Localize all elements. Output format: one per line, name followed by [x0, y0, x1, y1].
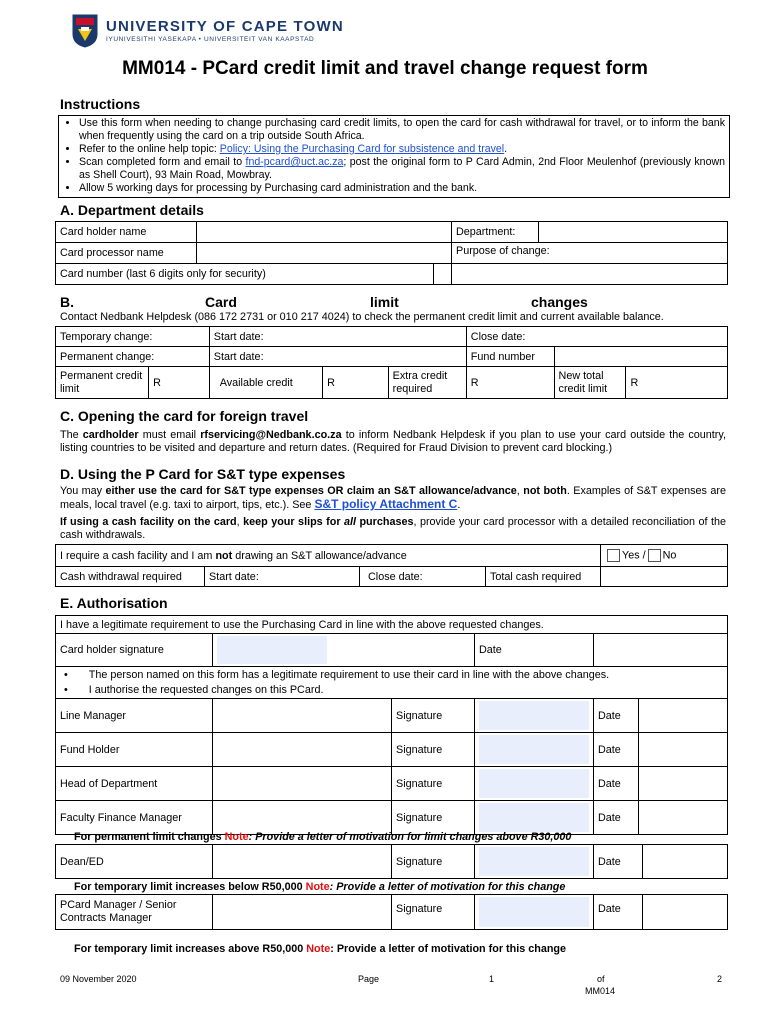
temporary-change-label: Temporary change:	[56, 327, 210, 347]
cash-withdrawal-required-label: Cash withdrawal required	[56, 567, 205, 587]
pcard-manager-name-field[interactable]	[213, 895, 392, 930]
footer-total-pages: 2	[717, 974, 723, 984]
yes-no-choice: Yes / No	[601, 545, 728, 567]
fund-holder-label: Fund Holder	[56, 733, 213, 767]
new-total-credit-limit-field[interactable]: R	[626, 367, 728, 399]
faculty-finance-manager-label: Faculty Finance Manager	[56, 801, 213, 835]
extra-credit-required-label: Extra credit required	[388, 367, 466, 399]
card-holder-date-label: Date	[475, 634, 594, 667]
purpose-of-change-label: Purpose of change:	[456, 245, 550, 257]
date-label: Date	[594, 733, 639, 767]
extra-credit-required-field[interactable]: R	[466, 367, 554, 399]
pcard-manager-label: PCard Manager / Senior Contracts Manager	[56, 895, 213, 930]
university-name: UNIVERSITY OF CAPE TOWN	[106, 17, 344, 35]
card-holder-name-field[interactable]	[197, 222, 452, 243]
helpdesk-contact-text: Contact Nedbank Helpdesk (086 172 2731 or 010 217 4024) to check the permanent credit limit and current available balance.	[60, 311, 664, 323]
hod-date-field[interactable]	[639, 767, 728, 801]
fund-holder-signature-cell	[475, 733, 594, 767]
temporary-close-date-field[interactable]	[466, 327, 727, 347]
dean-table	[55, 844, 728, 879]
line-manager-name-field[interactable]	[213, 699, 392, 733]
section-b-heading-limit: limit	[370, 294, 399, 310]
start-date-label: Start date:	[213, 330, 264, 343]
new-total-credit-limit-label: New total credit limit	[554, 367, 626, 399]
dean-signature-field[interactable]	[479, 847, 589, 876]
policy-link[interactable]: Policy: Using the Purchasing Card for subsistence and travel	[219, 143, 505, 155]
total-cash-required-label: Total cash required	[486, 567, 601, 587]
department-label: Department:	[452, 222, 539, 243]
instructions-heading: Instructions	[60, 96, 141, 112]
uct-crest-icon	[72, 14, 98, 48]
dean-ed-label: Dean/ED	[56, 845, 213, 879]
dean-date-field[interactable]	[643, 845, 728, 879]
card-holder-signature-field[interactable]	[217, 636, 327, 664]
card-number-label: Card number (last 6 digits only for security)	[56, 264, 434, 285]
footer-of-label: of	[597, 974, 605, 984]
signature-label: Signature	[392, 733, 475, 767]
permanent-limit-note: For permanent limit changes Note: Provide a letter of motivation for limit changes above R30,000	[74, 831, 572, 843]
cash-close-date-field[interactable]: Close date:	[360, 567, 486, 587]
section-a-heading: A. Department details	[60, 202, 204, 218]
fund-holder-name-field[interactable]	[213, 733, 392, 767]
credit-limit-table	[55, 326, 728, 399]
line-manager-signature-cell	[475, 699, 594, 733]
dean-ed-name-field[interactable]	[213, 845, 392, 879]
footer-date: 09 November 2020	[60, 974, 137, 984]
yes-checkbox[interactable]	[607, 549, 620, 562]
permanent-credit-limit-field[interactable]: R	[149, 367, 210, 399]
cash-facility-text: If using a cash facility on the card, keep your slips for all purchases, provide your card processor with a detailed reconciliation of the cash withdrawals.	[60, 516, 726, 541]
dean-signature-cell	[475, 845, 594, 879]
university-subtitle: IYUNIVESITHI YASEKAPA • UNIVERSITEIT VAN KAAPSTAD	[106, 35, 315, 43]
section-d-heading: D. Using the P Card for S&T type expenses	[60, 466, 346, 482]
permanent-credit-limit-label: Permanent credit limit	[56, 367, 149, 399]
pcard-manager-date-field[interactable]	[643, 895, 728, 930]
ffm-signature-cell	[475, 801, 594, 835]
card-number-field[interactable]	[433, 264, 451, 285]
total-cash-required-field[interactable]	[601, 567, 728, 587]
faculty-finance-manager-name-field[interactable]	[213, 801, 392, 835]
section-b-heading-changes: changes	[531, 294, 588, 310]
foreign-travel-text: The cardholder must email rfservicing@Nedbank.co.za to inform Nedbank Helpdesk if you plan to use your card outside the country, listing countries to be visited and departure and return dates. (Required for Fraud Division to prevent card blocking.)	[60, 429, 727, 454]
cash-facility-table	[55, 544, 728, 587]
purpose-of-change-cell	[452, 264, 728, 285]
footer-form-code: MM014	[585, 986, 616, 996]
date-label: Date	[594, 895, 643, 930]
department-details-table	[55, 221, 728, 285]
instruction-item: • Allow 5 working days for processing by Purchasing card administration and the bank.	[79, 182, 729, 195]
card-processor-name-field[interactable]	[197, 243, 452, 264]
uct-logo	[72, 14, 344, 48]
card-holder-date-field[interactable]	[594, 634, 728, 667]
date-label: Date	[594, 699, 639, 733]
temporary-start-date-field[interactable]	[209, 327, 466, 347]
authorisation-table	[55, 615, 728, 835]
date-label: Date	[594, 767, 639, 801]
signature-label: Signature	[392, 895, 475, 930]
available-credit-field[interactable]: R	[323, 367, 389, 399]
section-c-heading: C. Opening the card for foreign travel	[60, 408, 309, 424]
card-holder-signature-cell	[213, 634, 475, 667]
start-date-label: Start date:	[213, 350, 264, 363]
purpose-of-change-field[interactable]	[452, 243, 728, 264]
footer-page-number: 1	[489, 974, 495, 984]
no-checkbox[interactable]	[648, 549, 661, 562]
pcard-manager-signature-cell	[475, 895, 594, 930]
date-label: Date	[594, 845, 643, 879]
card-holder-signature-label: Card holder signature	[56, 634, 213, 667]
instructions-box	[58, 115, 730, 198]
section-e-heading: E. Authorisation	[60, 595, 168, 611]
temporary-above-note: For temporary limit increases above R50,000 Note: Provide a letter of motivation for this change	[74, 943, 567, 955]
fund-number-field[interactable]	[554, 347, 727, 367]
available-credit-label: Available credit	[209, 367, 322, 399]
st-policy-link[interactable]: S&T policy Attachment C	[314, 497, 458, 511]
line-manager-label: Line Manager	[56, 699, 213, 733]
signature-label: Signature	[392, 699, 475, 733]
department-field[interactable]	[539, 222, 728, 243]
temporary-below-note: For temporary limit increases below R50,000 Note: Provide a letter of motivation for this change	[74, 881, 566, 893]
hod-signature-cell	[475, 767, 594, 801]
pcard-manager-signature-field[interactable]	[479, 897, 589, 927]
line-manager-signature-field[interactable]	[479, 701, 589, 730]
st-expenses-text: You may either use the card for S&T type expenses OR claim an S&T allowance/advance, not both. Examples of S&T expenses are meals, local travel (e.g. taxi to airport, tips, etc.). See S&T policy Attachment C.	[60, 485, 726, 511]
close-date-label: Close date:	[470, 330, 526, 343]
instruction-item: • Use this form when needing to change purchasing card credit limits, to open the card for cash withdrawal for travel, or to inform the bank when frequently using the card on a trip outside South Africa.	[79, 117, 729, 143]
fund-holder-signature-field[interactable]	[479, 735, 589, 764]
instruction-item: • Scan completed form and email to fnd-pcard@uct.ac.za; post the original form to P Card Admin, 2nd Floor Meulenhof (previously known as Shell Court), 93 Main Road, Mowbray.	[79, 156, 729, 182]
permanent-start-date-field[interactable]	[209, 347, 466, 367]
head-of-department-label: Head of Department	[56, 767, 213, 801]
card-processor-name-label: Card processor name	[56, 243, 197, 264]
section-b-heading-b: B.	[60, 294, 74, 310]
date-label: Date	[594, 801, 639, 835]
permanent-change-label: Permanent change:	[56, 347, 210, 367]
fund-holder-date-field[interactable]	[639, 733, 728, 767]
email-link[interactable]: fnd-pcard@uct.ac.za	[245, 156, 344, 168]
cash-start-date-field[interactable]: Start date:	[205, 567, 360, 587]
footer-page-label: Page	[358, 974, 380, 984]
ffm-signature-field[interactable]	[479, 803, 589, 832]
form-title: MM014 - PCard credit limit and travel change request form	[122, 58, 648, 79]
head-of-department-name-field[interactable]	[213, 767, 392, 801]
legitimate-requirement-text: I have a legitimate requirement to use the Purchasing Card in line with the above requested changes.	[56, 616, 728, 634]
authorisation-statements: • The person named on this form has a legitimate requirement to use their card in line with the above changes. • I authorise the requested changes on this PCard.	[56, 667, 728, 699]
signature-label: Signature	[392, 801, 475, 835]
ffm-date-field[interactable]	[639, 801, 728, 835]
line-manager-date-field[interactable]	[639, 699, 728, 733]
section-b-heading-card: Card	[205, 294, 237, 310]
fund-number-label: Fund number	[466, 347, 554, 367]
pcard-manager-table	[55, 894, 728, 930]
instruction-item: • Refer to the online help topic: Policy: Using the Purchasing Card for subsistence and travel.	[79, 143, 729, 156]
signature-label: Signature	[392, 845, 475, 879]
card-holder-name-label: Card holder name	[56, 222, 197, 243]
hod-signature-field[interactable]	[479, 769, 589, 798]
cash-facility-requirement: I require a cash facility and I am not drawing an S&T allowance/advance	[56, 545, 601, 567]
signature-label: Signature	[392, 767, 475, 801]
